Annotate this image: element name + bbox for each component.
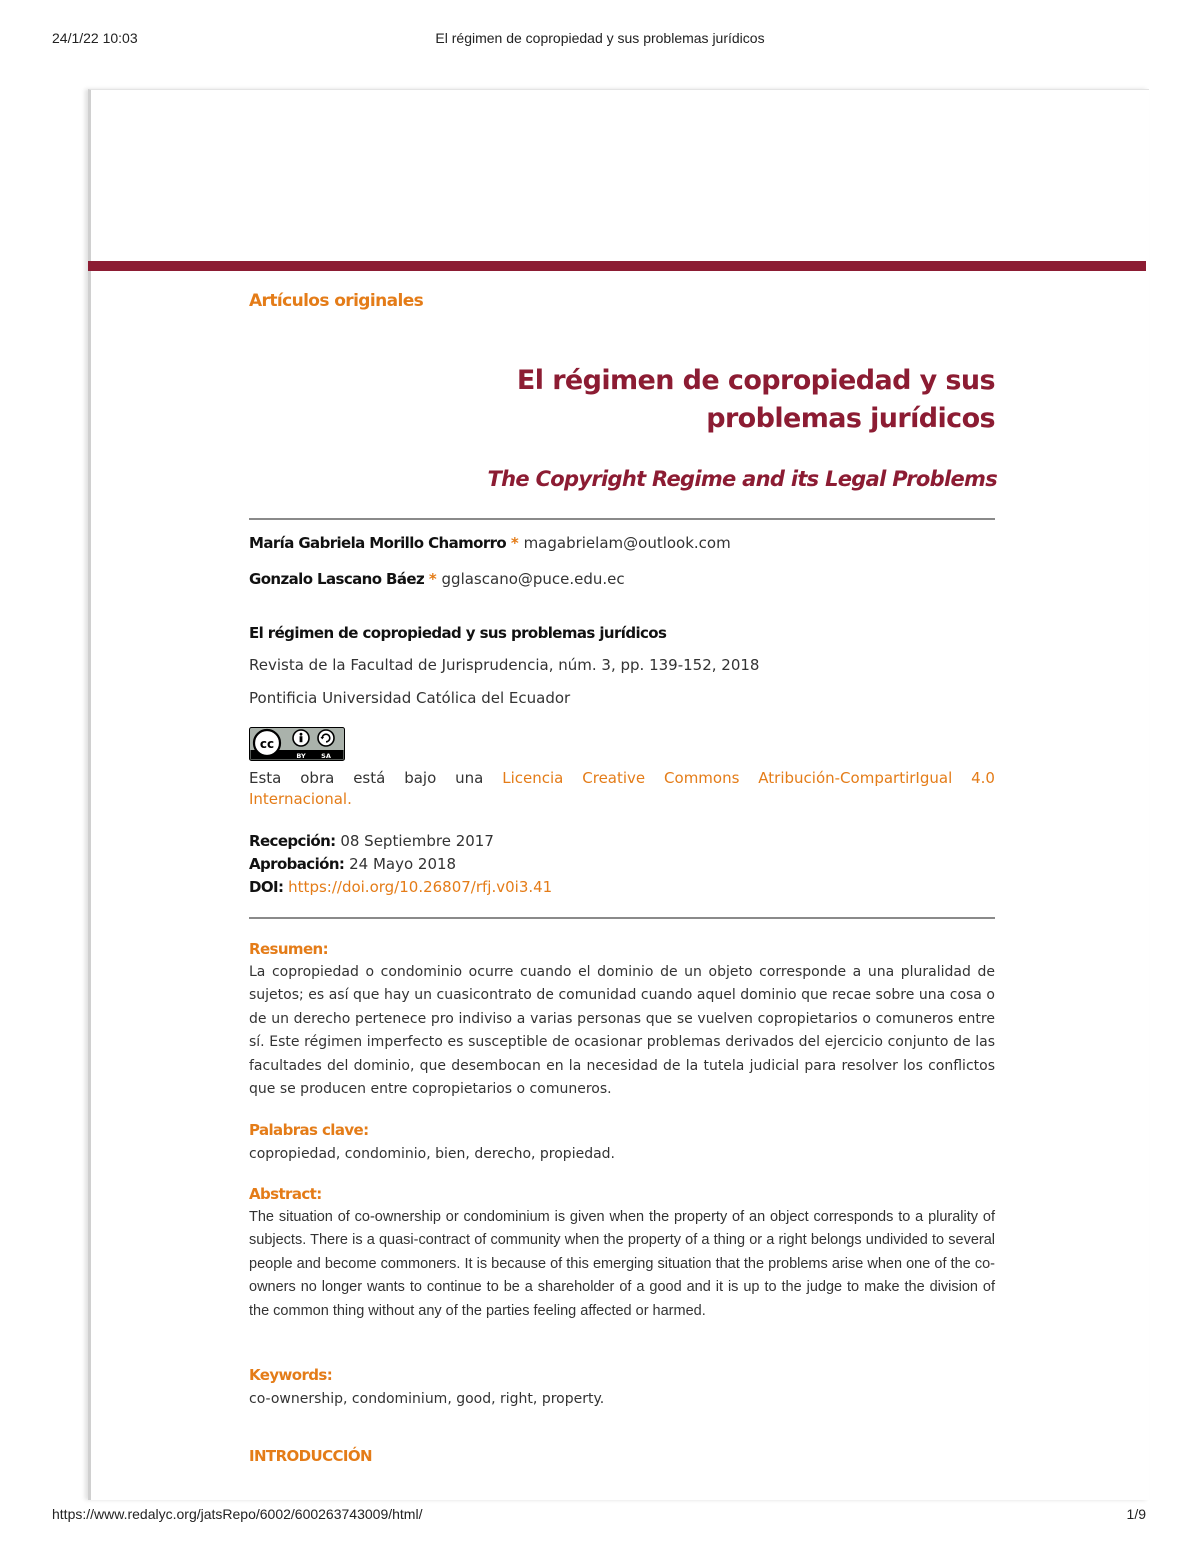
reception-label: Recepción: xyxy=(249,832,336,850)
print-header xyxy=(0,30,1200,50)
approval-date xyxy=(249,855,456,873)
doi-row xyxy=(249,878,552,896)
abstract-heading: Abstract: xyxy=(249,1185,322,1203)
author-1 xyxy=(249,534,731,552)
header-red-bar xyxy=(88,261,1146,271)
resumen-heading: Resumen: xyxy=(249,940,329,958)
approval-value: 24 Mayo 2018 xyxy=(349,855,457,873)
svg-text:cc: cc xyxy=(259,737,275,751)
license-link-continued[interactable]: Internacional. xyxy=(249,790,352,808)
author-2 xyxy=(249,570,625,588)
citation-journal: Revista de la Facultad de Jurisprudencia, núm. 3, pp. 139-152, 2018 xyxy=(249,656,760,674)
divider xyxy=(249,518,995,520)
section-label: Artículos originales xyxy=(249,291,424,311)
license-text: Esta obra está bajo una xyxy=(249,769,484,787)
author-email-link[interactable]: gglascano@puce.edu.ec xyxy=(441,570,625,588)
article-title-en: The Copyright Regime and its Legal Problems xyxy=(487,467,997,491)
print-page-title: El régimen de copropiedad y sus problemas jurídicos xyxy=(435,30,765,46)
doi-link[interactable]: https://doi.org/10.26807/rfj.v0i3.41 xyxy=(288,878,553,896)
print-url: https://www.redalyc.org/jatsRepo/6002/600263743009/html/ xyxy=(52,1506,423,1522)
badge-by-label: BY xyxy=(296,752,306,760)
keywords-text: co-ownership, condominium, good, right, property. xyxy=(249,1391,605,1407)
citation-publisher: Pontificia Universidad Católica del Ecuador xyxy=(249,689,571,707)
cc-by-sa-badge-icon[interactable] xyxy=(249,727,345,765)
palabras-clave-text: copropiedad, condominio, bien, derecho, propiedad. xyxy=(249,1146,616,1162)
citation-title: El régimen de copropiedad y sus problemas jurídicos xyxy=(249,624,667,642)
print-page-number: 1/9 xyxy=(1126,1506,1146,1522)
print-footer xyxy=(0,1506,1200,1526)
approval-label: Aprobación: xyxy=(249,855,345,873)
divider xyxy=(249,917,995,919)
reception-value: 08 Septiembre 2017 xyxy=(340,832,494,850)
license-link[interactable]: Licencia Creative Commons Atribución-CompartirIgual 4.0 xyxy=(502,769,995,787)
author-marker: * xyxy=(428,570,437,588)
author-name: Gonzalo Lascano Báez xyxy=(249,570,425,588)
resumen-text: La copropiedad o condominio ocurre cuando el dominio de un objeto corresponde a una pluralidad de sujetos; es así que hay un cuasicontrato de comunidad cuando aquel dominio que recae sobre una cosa o de un derecho pertenece pro indiviso a varias personas que se vuelven copropietarios o comuneros entre sí. Este régimen imperfecto es susceptible de ocasionar problemas derivados del ejercicio conjunto de las facultades del dominio, que desembocan en la necesidad de la tutela judicial para resolver los conflictos que se producen entre copropietarios o comuneros. xyxy=(249,964,995,1098)
abstract-text: The situation of co-ownership or condominium is given when the property of an object corresponds to a plurality of subjects. There is a quasi-contract of community when the property of a thing or a right belongs undivided to several people and become commoners. It is because of this emerging situation that the problems arise when one of the co-owners no longer wants to continue to be a shareholder of a good and it is up to the judge to make the division of the common thing without any of the parties feeling affected or harmed. xyxy=(249,1209,995,1319)
article-title: El régimen de copropiedad y sus problemas jurídicos xyxy=(516,365,995,434)
keywords-heading: Keywords: xyxy=(249,1366,333,1384)
doi-label: DOI: xyxy=(249,878,284,896)
author-name: María Gabriela Morillo Chamorro xyxy=(249,534,507,552)
author-email-link[interactable]: magabrielam@outlook.com xyxy=(523,534,731,552)
print-datetime: 24/1/22 10:03 xyxy=(52,30,138,46)
introduccion-heading: INTRODUCCIÓN xyxy=(249,1447,373,1465)
license-statement xyxy=(249,766,995,790)
reception-date xyxy=(249,832,494,850)
palabras-clave-heading: Palabras clave: xyxy=(249,1121,369,1139)
author-marker: * xyxy=(510,534,519,552)
badge-sa-label: SA xyxy=(321,752,331,760)
